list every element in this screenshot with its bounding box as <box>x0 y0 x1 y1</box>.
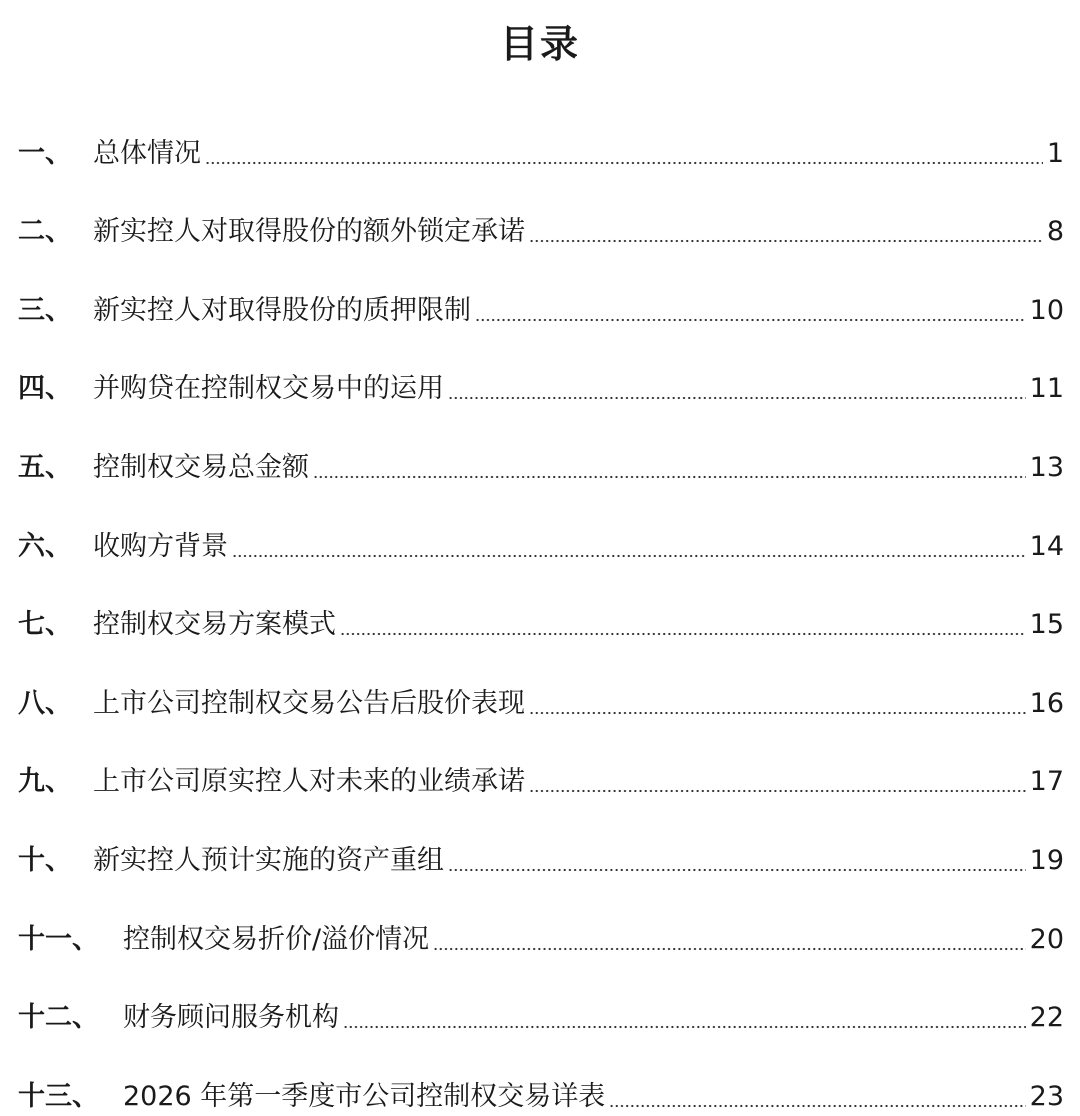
toc-entry-title[interactable]: 上市公司原实控人对未来的业绩承诺 <box>93 766 525 798</box>
toc-entry[interactable] <box>18 173 1064 252</box>
toc-entry-number: 八、 <box>18 687 72 719</box>
toc-entry-number: 一、 <box>18 137 72 169</box>
dot-leader <box>448 867 1026 873</box>
toc-entry-title[interactable]: 控制权交易方案模式 <box>93 609 336 641</box>
toc-entry-page[interactable]: 1 <box>1046 137 1064 169</box>
toc-entry-title[interactable]: 新实控人对取得股份的质押限制 <box>93 294 471 326</box>
toc-entry-title[interactable]: 上市公司控制权交易公告后股价表现 <box>93 687 525 719</box>
toc-entry-page[interactable]: 10 <box>1029 294 1064 326</box>
toc-entry[interactable] <box>18 801 1064 880</box>
toc-entry-title[interactable]: 2026 年第一季度市公司控制权交易详表 <box>123 1080 606 1112</box>
toc-entry-page[interactable]: 13 <box>1029 451 1064 483</box>
page-title: 目录 <box>499 22 580 66</box>
toc-entry-page[interactable]: 11 <box>1029 373 1064 405</box>
toc-entry[interactable] <box>18 644 1064 723</box>
toc-entry-title[interactable]: 财务顾问服务机构 <box>123 1002 339 1034</box>
dot-leader <box>529 788 1026 794</box>
toc-entry-page[interactable]: 22 <box>1029 1002 1064 1034</box>
toc-entry-page[interactable]: 16 <box>1029 687 1064 719</box>
toc-entry-number: 十一、 <box>18 923 99 955</box>
toc-entry[interactable] <box>18 959 1064 1038</box>
dot-leader <box>313 474 1026 480</box>
toc-entry-title[interactable]: 新实控人预计实施的资产重组 <box>93 844 444 876</box>
toc-entry-page[interactable]: 23 <box>1029 1080 1064 1112</box>
toc-entry-page[interactable]: 8 <box>1046 216 1064 248</box>
toc-entry-page[interactable]: 19 <box>1029 844 1064 876</box>
toc-entry-page[interactable]: 15 <box>1029 609 1064 641</box>
toc-entry-number: 四、 <box>18 373 72 405</box>
toc-entry-number: 五、 <box>18 451 72 483</box>
dot-leader <box>475 317 1026 323</box>
toc-entry[interactable] <box>18 880 1064 959</box>
toc-entry-number: 九、 <box>18 766 72 798</box>
toc-entry-page[interactable]: 20 <box>1029 923 1064 955</box>
toc-entry-title[interactable]: 总体情况 <box>93 137 201 169</box>
toc-entry-number: 十、 <box>18 844 72 876</box>
dot-leader <box>340 631 1026 637</box>
toc-entry-title[interactable]: 新实控人对取得股份的额外锁定承诺 <box>93 216 525 248</box>
dot-leader <box>433 946 1026 952</box>
dot-leader <box>343 1024 1026 1030</box>
toc-entry[interactable] <box>18 723 1064 802</box>
toc-entry-title[interactable]: 并购贷在控制权交易中的运用 <box>93 373 444 405</box>
toc-entry[interactable] <box>18 330 1064 409</box>
toc-entry-page[interactable]: 17 <box>1029 766 1064 798</box>
dot-leader <box>448 395 1026 401</box>
toc-entry[interactable] <box>18 487 1064 566</box>
dot-leader <box>232 553 1026 559</box>
dot-leader <box>205 160 1043 166</box>
toc-entry-number: 六、 <box>18 530 72 562</box>
toc-entry[interactable] <box>18 566 1064 645</box>
toc-entry-number: 十三、 <box>18 1080 99 1112</box>
toc-entry-page[interactable]: 14 <box>1029 530 1064 562</box>
toc-entry[interactable] <box>18 94 1064 173</box>
toc-entry-number: 七、 <box>18 609 72 641</box>
toc-entry-number: 三、 <box>18 294 72 326</box>
toc-entry-number: 二、 <box>18 216 72 248</box>
table-of-contents <box>18 94 1064 1116</box>
toc-entry-number: 十二、 <box>18 1002 99 1034</box>
dot-leader <box>529 238 1043 244</box>
toc-entry[interactable] <box>18 408 1064 487</box>
toc-entry-title[interactable]: 收购方背景 <box>93 530 228 562</box>
toc-entry-title[interactable]: 控制权交易折价/溢价情况 <box>123 923 430 955</box>
toc-entry-title[interactable]: 控制权交易总金额 <box>93 451 309 483</box>
dot-leader <box>529 710 1026 716</box>
toc-entry[interactable] <box>18 251 1064 330</box>
